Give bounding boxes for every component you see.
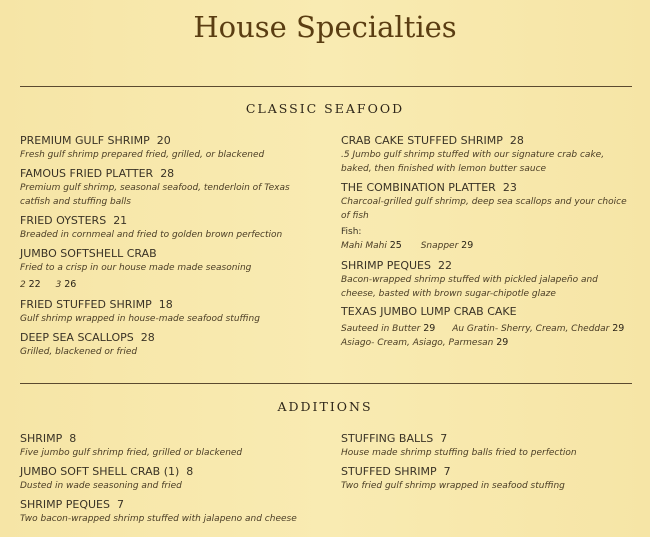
menu-item	[341, 304, 631, 350]
option-label: Sauteed in Butter	[341, 324, 421, 334]
menu-item	[20, 330, 155, 359]
item-name: STUFFING BALLS	[341, 432, 434, 445]
page-title: House Specialties	[193, 10, 457, 44]
section-heading-additions: ADDITIONS	[277, 399, 373, 414]
item-name: CRAB CAKE STUFFED SHRIMP	[341, 134, 503, 147]
menu-item	[20, 246, 251, 292]
option-label: Mahi Mahi	[341, 241, 387, 251]
menu-item	[341, 464, 565, 493]
menu-item	[20, 464, 193, 493]
option-price: 29	[423, 323, 436, 334]
item-price: 28	[509, 134, 524, 147]
menu-item	[20, 133, 264, 162]
option-label: Au Gratin- Sherry, Cream, Cheddar	[452, 324, 610, 334]
item-price: 8	[69, 432, 77, 445]
item-name: SHRIMP	[20, 432, 63, 445]
item-name: JUMBO SOFT SHELL CRAB (1)	[20, 465, 180, 478]
item-name: STUFFED SHRIMP	[341, 465, 437, 478]
item-description: House made shrimp stuffing balls fried to perfection	[341, 448, 577, 458]
menu-item	[341, 180, 631, 253]
item-description: Five jumbo gulf shrimp fried, grilled or blackened	[20, 448, 243, 458]
item-price: 22	[438, 259, 452, 272]
option-price: 25	[389, 240, 402, 251]
item-name: FAMOUS FRIED PLATTER	[20, 167, 154, 180]
fish-label: Fish:	[341, 227, 362, 237]
item-name: DEEP SEA SCALLOPS	[20, 331, 134, 344]
item-name: SHRIMP PEQUES	[341, 259, 431, 272]
item-description: Dusted in wade seasoning and fried	[20, 481, 182, 491]
item-description: .5 Jumbo gulf shrimp stuffed with our signature crab cake, baked, then finished with lemon butter sauce	[341, 150, 605, 174]
menu-item	[341, 431, 577, 460]
option-label: Asiago- Cream, Asiago, Parmesan	[341, 338, 494, 348]
item-description: Fresh gulf shrimp prepared fried, grilled, or blackened	[20, 150, 265, 160]
option-price: 29	[461, 240, 474, 251]
option-label: 2	[20, 280, 26, 290]
item-name: TEXAS JUMBO LUMP CRAB CAKE	[341, 305, 517, 318]
item-price: 20	[156, 134, 171, 147]
item-name: THE COMBINATION PLATTER	[341, 181, 496, 194]
item-description: Charcoal-grilled gulf shrimp, deep sea scallops and your choice of fish	[341, 197, 627, 221]
menu-item	[341, 133, 631, 176]
item-price: 28	[160, 167, 175, 180]
item-description: Bacon-wrapped shrimp stuffed with pickled jalapeño and cheese, basted with brown sugar-chipotle glaze	[341, 275, 598, 299]
option-price: 29	[612, 323, 625, 334]
item-description: Breaded in cornmeal and fried to golden brown perfection	[20, 230, 283, 240]
item-name: JUMBO SOFTSHELL CRAB	[20, 247, 157, 260]
divider	[20, 86, 632, 87]
item-description: Premium gulf shrimp, seasonal seafood, tenderloin of Texas catfish and stuffing balls	[20, 183, 290, 207]
item-name: FRIED OYSTERS	[20, 214, 107, 227]
item-price: 23	[502, 181, 517, 194]
item-price: 7	[443, 465, 451, 478]
section-heading-seafood: CLASSIC SEAFOOD	[245, 101, 405, 116]
menu-item	[20, 213, 282, 242]
item-price: 7	[440, 432, 448, 445]
menu-item	[20, 497, 330, 526]
item-price: 21	[113, 214, 128, 227]
menu-item	[341, 258, 631, 301]
menu-item	[20, 166, 320, 209]
item-name: PREMIUM GULF SHRIMP	[20, 134, 150, 147]
item-description: Gulf shrimp wrapped in house-made seafood stuffing	[20, 314, 260, 324]
menu-item	[20, 297, 260, 326]
item-price: 28	[140, 331, 155, 344]
item-name: FRIED STUFFED SHRIMP	[20, 298, 152, 311]
item-description: Grilled, blackened or fried	[20, 347, 138, 357]
option-label: 3	[55, 280, 62, 290]
option-label: Snapper	[420, 241, 459, 251]
option-price: 22	[28, 279, 41, 290]
item-description: Fried to a crisp in our house made made seasoning	[20, 263, 252, 273]
option-price: 26	[64, 279, 77, 290]
item-description: Two bacon-wrapped shrimp stuffed with jalapeno and cheese	[20, 514, 297, 524]
divider	[20, 383, 632, 384]
menu-item	[20, 431, 242, 460]
option-price: 29	[496, 337, 509, 348]
item-price: 18	[158, 298, 173, 311]
item-price: 8	[186, 465, 194, 478]
item-price: 7	[117, 498, 124, 511]
item-description: Two fried gulf shrimp wrapped in seafood stuffing	[341, 481, 565, 491]
item-name: SHRIMP PEQUES	[20, 498, 110, 511]
